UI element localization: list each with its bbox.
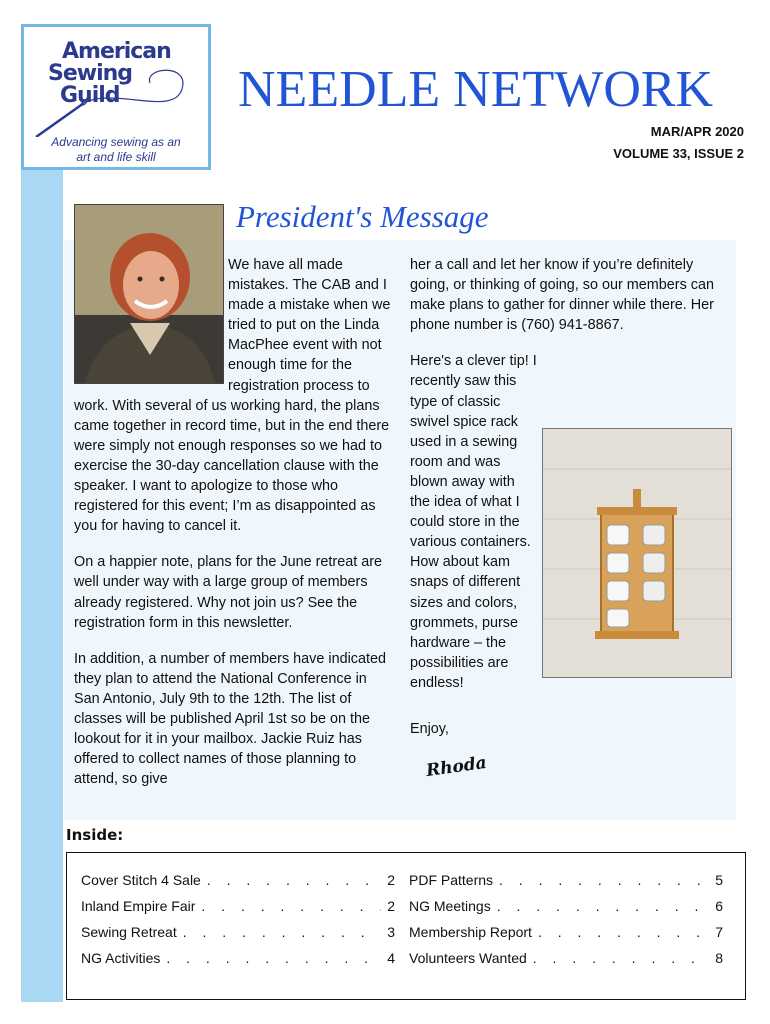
toc-item-page: 4: [387, 950, 395, 966]
toc-item-title: NG Activities: [81, 950, 161, 966]
paragraph-gap: [74, 536, 394, 552]
toc-item-title: Inland Empire Fair: [81, 898, 196, 914]
toc-item-title: NG Meetings: [409, 898, 491, 914]
message-paragraph-2: On a happier note, plans for the June retreat are well under way with a large group of members already registered. Why not join us? See the registration form in this newsletter.: [74, 554, 382, 631]
logo-line-american: American: [62, 39, 171, 64]
inside-heading: Inside:: [66, 826, 124, 844]
toc-item[interactable]: [409, 923, 723, 941]
issue-volume: VOLUME 33, ISSUE 2: [613, 146, 744, 161]
signature: Rhoda: [424, 752, 488, 782]
newsletter-title: NEEDLE NETWORK: [238, 61, 714, 118]
toc-leader-dots: [207, 871, 381, 889]
toc-item-title: PDF Patterns: [409, 872, 494, 888]
toc-item-page: 5: [715, 872, 723, 888]
left-accent-bar: [21, 170, 63, 1002]
section-title: President's Message: [236, 199, 489, 234]
logo-tagline-line-2: art and life skill: [76, 150, 156, 164]
message-paragraph-1: We have all made mistakes. The CAB and I made a mistake when we tried to put on the Linda MacPhee event with not enough time for the registration process to work. With several of us working hard, the plans came together in record time, but in the end there were simply not enough responses so we had to exercise the 30-day cancellation clause with the speaker. I want to apologize to those who registered for this event; I’m as disappointed as you for having to cancel it.: [74, 257, 391, 535]
logo-line-sewing: Sewing: [48, 61, 133, 86]
toc-leader-dots: [497, 897, 710, 915]
message-closing: Enjoy,: [410, 720, 449, 737]
toc-item[interactable]: [81, 923, 395, 941]
toc-item[interactable]: [409, 871, 723, 889]
paragraph-gap: [410, 693, 736, 719]
paragraph-gap: [74, 633, 394, 649]
issue-info: [613, 121, 744, 165]
toc-leader-dots: [166, 949, 381, 967]
toc-leader-dots: [499, 871, 709, 889]
toc-item-title: Membership Report: [409, 924, 532, 940]
message-paragraph-3: In addition, a number of members have indicated they plan to attend the National Conference in San Antonio, July 9th to the 12th. The list of classes will be published April 1st so be on the lookout for it in your mailbox. Jackie Ruiz has offered to collect names of those planning to attend, so give: [74, 650, 386, 788]
toc-leader-dots: [538, 923, 709, 941]
toc-item-page: 8: [715, 950, 723, 966]
toc-item[interactable]: [81, 871, 395, 889]
message-paragraph-5: Here's a clever tip! I recently saw this type of classic swivel spice rack used in a sewing room and was blown away with the idea of what I could store in the various containers. How about kam snaps of different sizes and colors, grommets, purse hardware – the possibilities are endless!: [410, 353, 537, 691]
toc-leader-dots: [183, 923, 381, 941]
toc-item-page: 2: [387, 898, 395, 914]
toc-item[interactable]: [409, 949, 723, 967]
table-of-contents: [66, 852, 746, 1000]
toc-item-page: 3: [387, 924, 395, 940]
issue-date: MAR/APR 2020: [650, 124, 744, 139]
toc-item-page: 7: [715, 924, 723, 940]
logo-line-guild: Guild: [60, 83, 120, 108]
toc-leader-dots: [533, 949, 709, 967]
toc-item-page: 2: [387, 872, 395, 888]
toc-item-page: 6: [715, 898, 723, 914]
toc-item-title: Sewing Retreat: [81, 924, 177, 940]
logo-tagline: [24, 135, 208, 165]
message-right-column: [410, 255, 736, 782]
toc-item-title: Volunteers Wanted: [409, 950, 527, 966]
toc-item[interactable]: [81, 897, 395, 915]
paragraph-gap: [410, 335, 736, 351]
photo-spacer: [74, 255, 220, 387]
toc-item[interactable]: [409, 897, 723, 915]
asg-logo: [21, 24, 211, 170]
toc-item[interactable]: [81, 949, 395, 967]
toc-item-title: Cover Stitch 4 Sale: [81, 872, 201, 888]
message-paragraph-4: her a call and let her know if you’re definitely going, or thinking of going, so our members can make plans to gather for dinner while there. Her phone number is (760) 941-8867.: [410, 257, 714, 334]
message-left-column: [74, 255, 394, 789]
needle-thread-icon: [24, 27, 208, 137]
logo-tagline-line-1: Advancing sewing as an: [51, 135, 181, 149]
toc-leader-dots: [201, 897, 381, 915]
spice-photo-spacer: [546, 403, 736, 653]
